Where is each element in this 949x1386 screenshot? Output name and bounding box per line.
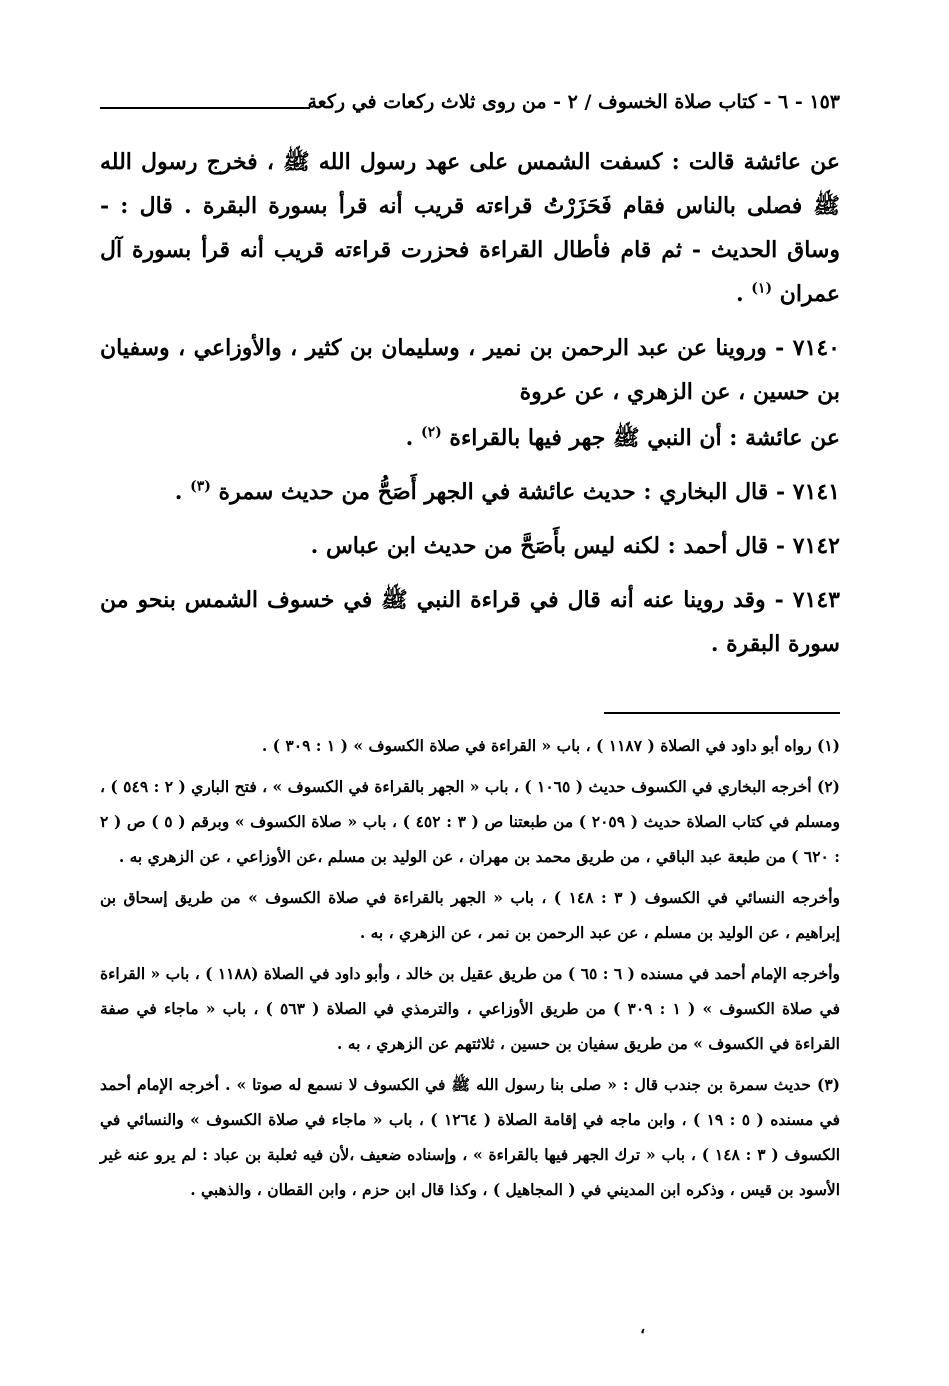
hadith-paragraph bbox=[100, 326, 840, 414]
footnote: (٢) أخرجه البخاري في الكسوف حديث ( ١٠٦٥ ) ، باب « الجهر بالقراءة في الكسوف » ، فتح الباري ( ٢ : ٥٤٩ ) ، ومسلم في كتاب الصلاة حديث ( ٢٠٥٩ ) من طبعتنا ص ( ٣ : ٤٥٢ ) ، باب « صلاة الكسوف » وبرقم ( ٥ ) ص ( ٢ : ٦٢٠ ) من طبعة عبد الباقي ، من طريق محمد بن مهران ، عن الوليد بن مسلم ،عن الأوزاعي ، عن الزهري به . bbox=[100, 777, 841, 866]
page-mark: ، bbox=[640, 1318, 646, 1337]
footnote-ref: (٣) bbox=[190, 478, 211, 495]
end-mark: . bbox=[174, 479, 191, 505]
header-rule bbox=[100, 107, 310, 109]
footnote: (٣) حديث سمرة بن جندب قال : « صلى بنا رسول الله ﷺ في الكسوف لا نسمع له صوتا » . أخرجه الإمام أحمد في مسنده ( ٥ : ١٩ ) ، وابن ماجه في إقامة الصلاة ( ١٢٦٤ ) ، باب « ماجاء في صلاة الكسوف » والنسائي في الكسوف ( ٣ : ١٤٨ ) ، باب « ترك الجهر فيها بالقراءة » ، وإسناده ضعيف ،لأن فيه ثعلبة بن عباد : لم يرو عنه غير الأسود بن قيس ، وذكره ابن المديني في ( المجاهيل ) ، وكذا قال ابن حزم ، وابن القطان ، والذهبي . bbox=[100, 1075, 840, 1199]
footnote: (١) رواه أبو داود في الصلاة ( ١١٨٧ ) ، باب « القراءة في صلاة الكسوف » ( ١ : ٣٠٩ ) . bbox=[261, 736, 840, 755]
end-mark: . bbox=[735, 281, 752, 307]
footnote: وأخرجه النسائي في الكسوف ( ٣ : ١٤٨ ) ، باب « الجهر بالقراءة في صلاة الكسوف » من طريق إسحاق بن إبراهيم ، عن الوليد بن مسلم ، عن عبد الرحمن بن نمر ، عن الزهري ، به . bbox=[100, 888, 840, 942]
footnote-ref: (١) bbox=[751, 280, 773, 297]
main-text bbox=[100, 140, 840, 676]
hadith-text: ٧١٤١ - قال البخاري : حديث عائشة في الجهر أَصَحُّ من حديث سمرة bbox=[218, 479, 840, 505]
hadith-paragraph bbox=[100, 140, 840, 316]
hadith-paragraph bbox=[100, 470, 840, 514]
footnote: وأخرجه الإمام أحمد في مسنده ( ٦ : ٦٥ ) من طريق عقيل بن خالد ، وأبو داود في الصلاة (١١٨٨ ) ، باب « القراءة في صلاة الكسوف » ( ١ : ٣٠٩ ) من طريق الأوزاعي ، والترمذي في الصلاة ( ٥٦٣ ) ، باب « ماجاء في صفة القراءة في الكسوف » من طريق سفيان بن حسين ، ثلاثتهم عن الزهري ، به . bbox=[100, 964, 841, 1053]
page-header bbox=[100, 86, 840, 118]
footnote-separator bbox=[604, 712, 840, 714]
hadith-text: ٧١٤٠ - وروينا عن عبد الرحمن بن نمير ، وسليمان بن كثير ، والأوزاعي ، وسفيان بن حسين ، عن الزهري ، عن عروة bbox=[100, 335, 840, 405]
footnotes bbox=[100, 728, 840, 1213]
hadith-text: ٧١٤٣ - وقد روينا عنه أنه قال في قراءة النبي ﷺ في خسوف الشمس بنحو من سورة البقرة . bbox=[100, 587, 840, 657]
running-title: ١٥٣ - ٦ - كتاب صلاة الخسوف / ٢ - من روى ثلاث ركعات في ركعة bbox=[307, 91, 840, 113]
hadith-paragraph bbox=[100, 524, 840, 568]
hadith-text: عن عائشة : أن النبي ﷺ جهر فيها بالقراءة bbox=[449, 425, 840, 451]
hadith-text: ٧١٤٢ - قال أحمد : لكنه ليس بأَصَحَّ من حديث ابن عباس . bbox=[310, 533, 840, 559]
hadith-paragraph bbox=[100, 416, 840, 460]
hadith-text: عن عائشة قالت : كسفت الشمس على عهد رسول الله ﷺ ، فخرج رسول الله ﷺ فصلى بالناس فقام فَحَزَرْتُ قراءته قريب أنه قرأ بسورة البقرة . قال : - وساق الحديث - ثم قام فأطال القراءة فحزرت قراءته قريب أنه قرأ بسورة آل عمران bbox=[100, 149, 840, 307]
hadith-paragraph bbox=[100, 578, 840, 666]
footnote-ref: (٢) bbox=[420, 424, 442, 441]
end-mark: . bbox=[405, 425, 421, 451]
